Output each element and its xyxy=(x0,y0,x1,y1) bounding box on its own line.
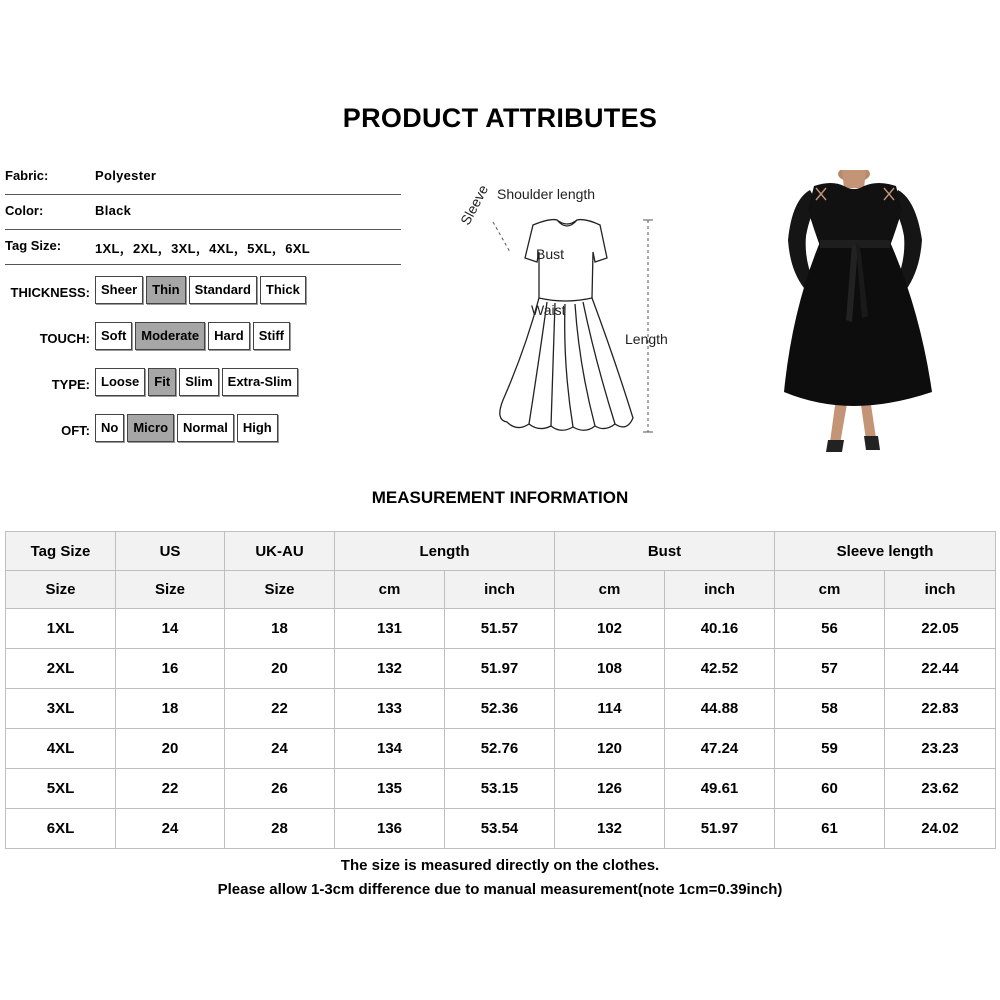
scale-option: Fit xyxy=(148,368,176,396)
table-cell: 52.76 xyxy=(445,729,555,769)
table-cell: 47.24 xyxy=(665,729,775,769)
scale-options xyxy=(95,276,306,304)
attribute-label: Tag Size: xyxy=(5,238,62,253)
scale-option: Micro xyxy=(127,414,174,442)
note-difference: Please allow 1-3cm difference due to manual measurement(note 1cm=0.39inch) xyxy=(217,881,783,898)
scale-row xyxy=(0,414,272,446)
attribute-value: Polyester xyxy=(95,168,157,183)
table-row xyxy=(6,649,996,689)
table-cell: 135 xyxy=(335,769,445,809)
table-cell: 126 xyxy=(555,769,665,809)
scale-option: Loose xyxy=(95,368,145,396)
attribute-row xyxy=(5,230,401,265)
attribute-value: 1XL，2XL，3XL，4XL，5XL，6XL xyxy=(95,241,310,256)
table-sub-header: inch xyxy=(445,571,555,609)
table-cell: 120 xyxy=(555,729,665,769)
measurement-title: MEASUREMENT INFORMATION xyxy=(371,488,629,507)
table-cell: 24 xyxy=(116,809,225,849)
table-row xyxy=(6,809,996,849)
table-cell: 52.36 xyxy=(445,689,555,729)
table-group-header: Tag Size xyxy=(6,532,116,571)
table-sub-header-row xyxy=(6,571,996,609)
table-cell: 14 xyxy=(116,609,225,649)
table-cell: 3XL xyxy=(6,689,116,729)
table-cell: 24 xyxy=(225,729,335,769)
page-title: PRODUCT ATTRIBUTES xyxy=(342,103,658,133)
table-group-header: Length xyxy=(335,532,555,571)
scale-option: Hard xyxy=(208,322,250,350)
scale-row xyxy=(0,368,292,400)
table-cell: 58 xyxy=(775,689,885,729)
scale-option: Normal xyxy=(177,414,234,442)
table-sub-header: inch xyxy=(665,571,775,609)
scale-option: Thin xyxy=(146,276,185,304)
table-cell: 60 xyxy=(775,769,885,809)
table-sub-header: cm xyxy=(335,571,445,609)
table-cell: 53.54 xyxy=(445,809,555,849)
scale-option: Standard xyxy=(189,276,257,304)
table-cell: 108 xyxy=(555,649,665,689)
scale-option: Thick xyxy=(260,276,306,304)
table-cell: 18 xyxy=(225,609,335,649)
table-cell: 102 xyxy=(555,609,665,649)
scale-option: Sheer xyxy=(95,276,143,304)
table-cell: 26 xyxy=(225,769,335,809)
table-cell: 51.97 xyxy=(665,809,775,849)
scale-option: No xyxy=(95,414,124,442)
table-row xyxy=(6,689,996,729)
bust-label: Bust xyxy=(536,246,565,262)
table-group-header-row xyxy=(6,532,996,571)
table-cell: 28 xyxy=(225,809,335,849)
table-cell: 61 xyxy=(775,809,885,849)
table-cell: 40.16 xyxy=(665,609,775,649)
table-cell: 59 xyxy=(775,729,885,769)
table-sub-header: inch xyxy=(885,571,996,609)
table-cell: 131 xyxy=(335,609,445,649)
table-body xyxy=(6,609,996,849)
note-measured: The size is measured directly on the clothes. xyxy=(340,857,660,874)
model-in-black-dress-image xyxy=(770,170,940,452)
scale-options xyxy=(95,368,298,396)
scale-option: Extra-Slim xyxy=(222,368,298,396)
attribute-row xyxy=(5,160,401,195)
table-group-header: UK-AU xyxy=(225,532,335,571)
table-row xyxy=(6,609,996,649)
table-cell: 5XL xyxy=(6,769,116,809)
sleeve-label: Sleeve xyxy=(457,182,492,228)
scale-label: TYPE: xyxy=(51,377,90,392)
table-cell: 132 xyxy=(335,649,445,689)
scale-options xyxy=(95,414,278,442)
scale-option: High xyxy=(237,414,278,442)
table-cell: 1XL xyxy=(6,609,116,649)
table-cell: 22.83 xyxy=(885,689,996,729)
table-cell: 20 xyxy=(225,649,335,689)
scale-row xyxy=(0,322,284,354)
scale-label: TOUCH: xyxy=(39,331,90,346)
table-cell: 18 xyxy=(116,689,225,729)
size-diagram xyxy=(455,180,685,450)
table-cell: 24.02 xyxy=(885,809,996,849)
product-photo xyxy=(770,170,940,452)
table-row xyxy=(6,769,996,809)
table-cell: 22 xyxy=(225,689,335,729)
table-cell: 51.57 xyxy=(445,609,555,649)
table-group-header: Sleeve length xyxy=(775,532,996,571)
table-cell: 51.97 xyxy=(445,649,555,689)
table-cell: 132 xyxy=(555,809,665,849)
measurement-table xyxy=(5,531,996,849)
table-group-header: Bust xyxy=(555,532,775,571)
table-cell: 49.61 xyxy=(665,769,775,809)
waist-label: Waist xyxy=(531,302,566,318)
scale-option: Stiff xyxy=(253,322,290,350)
table-cell: 56 xyxy=(775,609,885,649)
scale-option: Soft xyxy=(95,322,132,350)
table-cell: 16 xyxy=(116,649,225,689)
shoulder-length-label: Shoulder length xyxy=(497,186,596,202)
table-cell: 134 xyxy=(335,729,445,769)
table-cell: 44.88 xyxy=(665,689,775,729)
table-cell: 42.52 xyxy=(665,649,775,689)
scale-label: OFT: xyxy=(61,423,90,438)
table-cell: 6XL xyxy=(6,809,116,849)
table-cell: 136 xyxy=(335,809,445,849)
length-label: Length xyxy=(625,331,668,347)
table-cell: 22 xyxy=(116,769,225,809)
table-sub-header: Size xyxy=(116,571,225,609)
attribute-label: Fabric: xyxy=(5,168,49,183)
table-cell: 22.44 xyxy=(885,649,996,689)
table-cell: 2XL xyxy=(6,649,116,689)
table-cell: 57 xyxy=(775,649,885,689)
attribute-value: Black xyxy=(95,203,132,218)
table-sub-header: Size xyxy=(225,571,335,609)
table-sub-header: cm xyxy=(555,571,665,609)
attribute-row xyxy=(5,195,401,230)
table-cell: 53.15 xyxy=(445,769,555,809)
table-row xyxy=(6,729,996,769)
table-cell: 23.62 xyxy=(885,769,996,809)
scale-options xyxy=(95,322,290,350)
scale-option: Moderate xyxy=(135,322,205,350)
scale-option: Slim xyxy=(179,368,218,396)
table-cell: 133 xyxy=(335,689,445,729)
table-cell: 20 xyxy=(116,729,225,769)
attribute-label: Color: xyxy=(5,203,44,218)
table-sub-header: cm xyxy=(775,571,885,609)
table-cell: 23.23 xyxy=(885,729,996,769)
table-cell: 114 xyxy=(555,689,665,729)
table-cell: 22.05 xyxy=(885,609,996,649)
scale-label: THICKNESS: xyxy=(10,285,90,300)
table-cell: 4XL xyxy=(6,729,116,769)
table-group-header: US xyxy=(116,532,225,571)
scale-row xyxy=(0,276,300,308)
table-sub-header: Size xyxy=(6,571,116,609)
dress-outline-drawing xyxy=(455,180,685,450)
